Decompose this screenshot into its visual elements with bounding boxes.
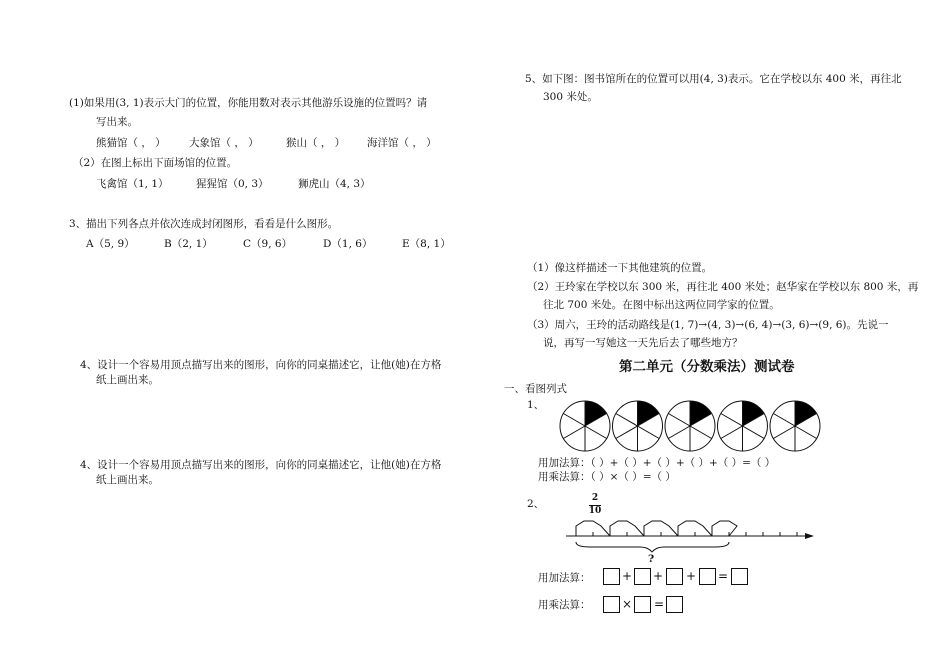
answer-box[interactable]: [731, 568, 748, 585]
unit-title: 第二单元（分数乘法）测试卷: [619, 359, 795, 375]
fraction-circle: [560, 401, 610, 451]
answer-box[interactable]: [666, 568, 683, 585]
answer-box[interactable]: [603, 596, 620, 613]
q4a-line2: 纸上画出来。: [96, 374, 159, 386]
sub-question-3-line1: （3）周六，王玲的活动路线是(1, 7)→(4, 3)→(6, 4)→(3, 6)→(9, 6)。先说一: [527, 319, 889, 331]
p2-multiplication-label: 用乘法算：: [538, 599, 591, 611]
sub-question-3-line2: 说，再写一写她这一天先后去了哪些地方？: [543, 337, 743, 349]
fraction-circle: [718, 401, 768, 451]
q1-line2: 写出来。: [96, 116, 138, 128]
q1-part2: （2）在图上标出下面场馆的位置。: [73, 157, 238, 169]
venue-gorilla: 猩猩馆（0, 3）: [196, 178, 269, 190]
fraction-circle: [613, 401, 663, 451]
answer-box[interactable]: [634, 568, 651, 585]
shaded-sector: [638, 401, 660, 426]
question-mark: ?: [648, 553, 655, 565]
answer-box[interactable]: [634, 596, 651, 613]
sub-question-2-line2: 往北 700 米处。在图中标出这两位同学家的位置。: [543, 299, 780, 311]
plus-sign: +: [622, 569, 633, 583]
fraction-circle: [770, 401, 820, 451]
shaded-sector: [690, 401, 712, 426]
p1-addition-line: 用加法算：（ ）+（ ）+（ ）+（ ）+（ ）=（ ）: [538, 457, 776, 469]
point-b: B（2, 1）: [164, 238, 213, 250]
total-brace: [576, 542, 729, 552]
shaded-sector: [795, 401, 817, 426]
q4a-line1: 4、设计一个容易用顶点描写出来的图形，向你的同桌描述它，让他(她)在方格: [80, 359, 442, 371]
times-sign: ×: [622, 597, 633, 611]
number-line-diagram: [560, 514, 820, 554]
p1-multiplication-line: 用乘法算：（ ）×（ ）=（ ）: [538, 471, 676, 483]
answer-box[interactable]: [603, 568, 620, 585]
shaded-sector: [585, 401, 607, 426]
venue-bird: 飞禽馆（1, 1）: [96, 178, 169, 190]
sub-question-1: （1）像这样描述一下其他建筑的位置。: [527, 262, 713, 274]
q4b-line2: 纸上画出来。: [96, 474, 159, 486]
point-a: A（5, 9）: [86, 238, 135, 250]
fraction-denominator: 10: [588, 506, 602, 516]
point-c: C（9, 6）: [243, 238, 293, 250]
q4b-line1: 4、设计一个容易用顶点描写出来的图形，向你的同桌描述它，让他(她)在方格: [80, 459, 442, 471]
answer-box[interactable]: [699, 568, 716, 585]
q1-line1: (1)如果用(3, 1)表示大门的位置，你能用数对表示其他游乐设施的位置吗？请: [69, 97, 428, 109]
venue-blank-elephant: 大象馆（ ， ）: [189, 137, 259, 149]
p2-addition-label: 用加法算：: [538, 572, 591, 584]
problem-2-number: 2、: [527, 498, 545, 510]
fraction-circle: [665, 401, 715, 451]
number-line-arrowhead: [805, 533, 814, 539]
section-heading: 一、看图列式: [504, 383, 567, 395]
problem-1-number: 1、: [527, 399, 545, 411]
answer-box[interactable]: [666, 596, 683, 613]
sub-question-2-line1: （2）王玲家在学校以东 300 米，再往北 400 米处；赵华家在学校以东 800 米，再: [527, 281, 919, 293]
venue-lion: 狮虎山（4, 3）: [298, 178, 371, 190]
plus-sign: +: [686, 569, 697, 583]
shaded-sector: [743, 401, 765, 426]
point-e: E（8, 1）: [402, 238, 451, 250]
point-d: D（1, 6）: [323, 238, 373, 250]
venue-blank-ocean: 海洋馆（ ， ）: [367, 137, 437, 149]
plus-sign: +: [653, 569, 664, 583]
venue-blank-panda: 熊猫馆（ ， ）: [96, 137, 166, 149]
fraction-circles: [558, 398, 828, 454]
equals-sign: =: [654, 597, 665, 611]
jump-arcs: [576, 521, 737, 536]
equals-sign: =: [718, 569, 729, 583]
q3-text: 3、描出下列各点并依次连成封闭图形，看看是什么图形。: [69, 218, 339, 230]
q5-line1: 5、如下图：图书馆所在的位置可以用(4, 3)表示。它在学校以东 400 米，再往北: [525, 73, 902, 85]
venue-blank-monkey: 猴山（ ， ）: [286, 137, 346, 149]
fraction-numerator: 2: [591, 493, 599, 503]
q5-line2: 300 米处。: [543, 91, 598, 103]
